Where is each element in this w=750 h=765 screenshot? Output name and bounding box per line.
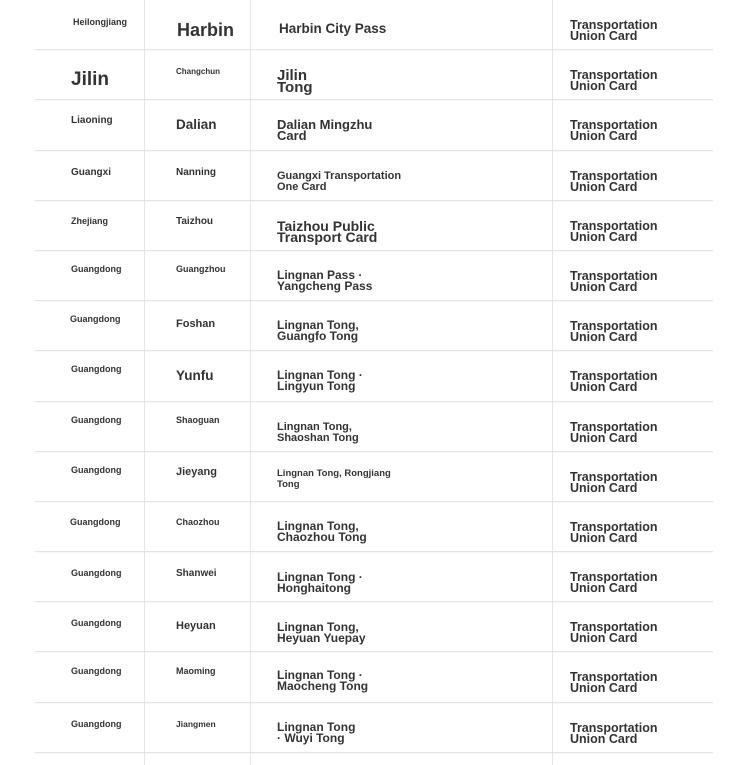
table-row bbox=[35, 452, 713, 502]
card-name-cell: Lingnan Pass · Yangcheng Pass bbox=[277, 267, 373, 293]
province-cell: Guangxi bbox=[71, 166, 112, 178]
table-row bbox=[35, 652, 713, 702]
city-cell: Changchun bbox=[176, 67, 220, 77]
card-name-cell: Lingnan Tong, Rongjiang Tong bbox=[277, 467, 391, 490]
table-row bbox=[35, 100, 713, 150]
card-name-cell: Lingnan Tong · Wuyi Tong bbox=[277, 719, 356, 745]
card-type-cell: Transportation Union Card bbox=[570, 18, 658, 43]
card-name-cell: Lingnan Tong, Heyuan Yuepay bbox=[277, 620, 366, 646]
city-cell: Yunfu bbox=[176, 368, 214, 384]
city-cell: Taizhou bbox=[176, 215, 214, 227]
table-row bbox=[35, 602, 713, 652]
province-cell: Zhejiang bbox=[71, 215, 109, 226]
card-type-cell: Transportation Union Card bbox=[570, 268, 658, 294]
city-cell: Heyuan bbox=[176, 620, 216, 633]
table-row bbox=[35, 703, 713, 753]
card-name-cell: Guangxi Transportation One Card bbox=[277, 169, 402, 193]
card-type-cell: Transportation Union Card bbox=[570, 68, 658, 94]
table-row bbox=[35, 251, 713, 301]
card-name-cell: Lingnan Tong · Honghaitong bbox=[277, 570, 363, 596]
province-cell: Guangdong bbox=[70, 314, 121, 325]
province-cell: Jilin bbox=[71, 69, 110, 91]
card-type-cell: Transportation Union Card bbox=[570, 369, 658, 395]
table-row bbox=[35, 502, 713, 552]
table-row bbox=[35, 351, 713, 401]
card-type-cell: Transportation Union Card bbox=[570, 319, 658, 345]
province-cell: Heilongjiang bbox=[73, 17, 127, 27]
card-name-cell: Harbin City Pass bbox=[279, 21, 387, 36]
card-name-cell: Lingnan Tong, Guangfo Tong bbox=[277, 318, 359, 344]
city-cell: Nanning bbox=[176, 166, 216, 178]
province-cell: Guangdong bbox=[71, 263, 122, 274]
table-row bbox=[35, 201, 713, 251]
province-cell: Guangdong bbox=[71, 464, 122, 475]
card-type-cell: Transportation Union Card bbox=[570, 218, 658, 244]
table-row bbox=[35, 402, 713, 452]
card-name-cell: Jilin Tong bbox=[277, 67, 313, 97]
city-cell: Chaozhou bbox=[176, 516, 220, 527]
province-cell: Guangdong bbox=[71, 414, 122, 425]
card-name-cell: Lingnan Tong · Maocheng Tong bbox=[277, 668, 369, 694]
card-type-cell: Transportation Union Card bbox=[570, 469, 658, 495]
card-type-cell: Transportation Union Card bbox=[570, 118, 658, 144]
province-cell: Liaoning bbox=[71, 115, 113, 127]
card-type-cell: Transportation Union Card bbox=[570, 720, 658, 746]
card-name-cell: Lingnan Tong, Shaoshan Tong bbox=[277, 420, 359, 444]
city-cell: Foshan bbox=[176, 318, 216, 331]
province-cell: Guangdong bbox=[71, 718, 122, 729]
card-type-cell: Transportation Union Card bbox=[570, 519, 658, 545]
table-tail bbox=[35, 753, 713, 765]
province-cell: Guangdong bbox=[71, 568, 122, 579]
card-type-cell: Transportation Union Card bbox=[570, 419, 658, 445]
city-cell: Harbin bbox=[177, 20, 235, 40]
table-row bbox=[35, 552, 713, 602]
table-row bbox=[35, 50, 713, 100]
table-row bbox=[35, 301, 713, 351]
card-type-cell: Transportation Union Card bbox=[570, 168, 658, 194]
province-cell: Guangdong bbox=[71, 666, 122, 677]
city-cell: Dalian bbox=[176, 117, 217, 133]
province-cell: Guangdong bbox=[70, 516, 121, 527]
card-type-cell: Transportation Union Card bbox=[570, 670, 658, 696]
city-cell: Shanwei bbox=[176, 568, 217, 580]
province-cell: Guangdong bbox=[71, 364, 122, 375]
card-name-cell: Lingnan Tong, Chaozhou Tong bbox=[277, 518, 367, 544]
city-cell: Maoming bbox=[176, 666, 216, 677]
card-type-cell: Transportation Union Card bbox=[570, 620, 658, 646]
card-name-cell: Dalian Mingzhu Card bbox=[277, 117, 373, 143]
province-cell: Guangdong bbox=[71, 618, 122, 629]
card-name-cell: Lingnan Tong · Lingyun Tong bbox=[277, 368, 363, 394]
card-table bbox=[35, 0, 713, 765]
city-cell: Jiangmen bbox=[176, 718, 216, 729]
city-cell: Shaoguan bbox=[176, 414, 220, 425]
card-name-cell: Taizhou Public Transport Card bbox=[277, 217, 378, 245]
city-cell: Guangzhou bbox=[176, 263, 226, 274]
city-cell: Jieyang bbox=[176, 465, 217, 478]
card-type-cell: Transportation Union Card bbox=[570, 570, 658, 596]
table-row bbox=[35, 151, 713, 201]
table-row bbox=[35, 0, 713, 50]
